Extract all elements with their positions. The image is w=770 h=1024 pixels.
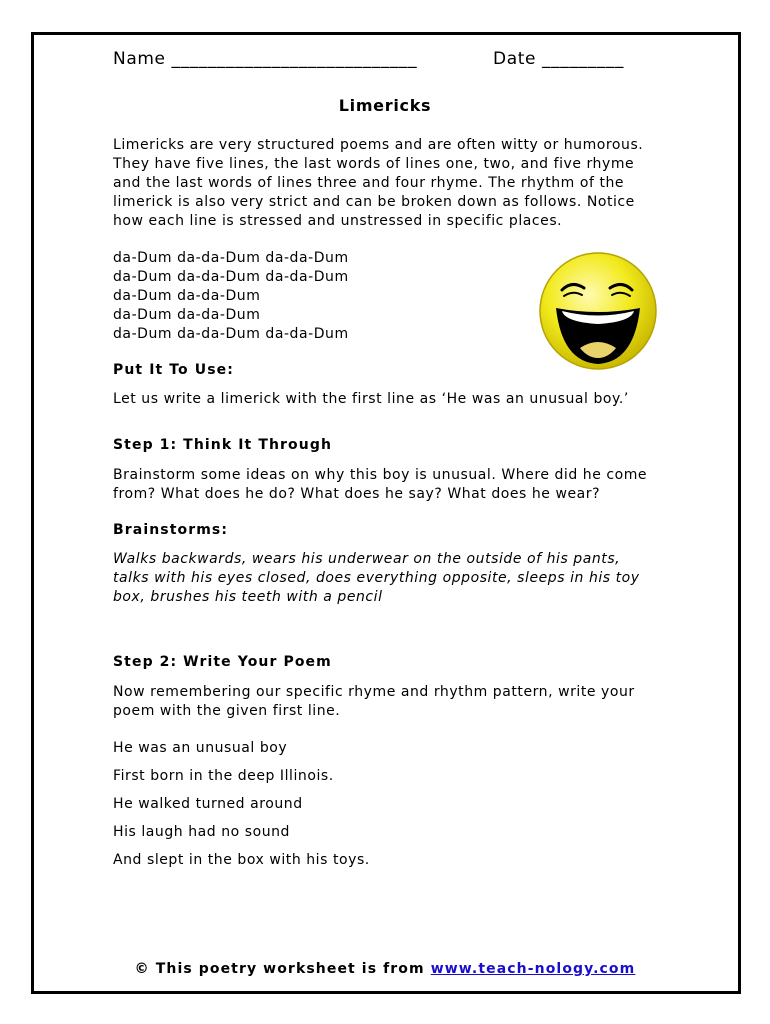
footer-credit: [0, 961, 770, 977]
name-field-label: Name ___________________________: [113, 49, 418, 69]
intro-line: They have five lines, the last words of lines one, two, and five rhyme: [113, 156, 635, 172]
brainstorm-line: box, brushes his teeth with a pencil: [113, 589, 383, 605]
date-field-label: Date _________: [493, 49, 624, 69]
poem-line: First born in the deep Illinois.: [113, 768, 334, 784]
brainstorm-line: Walks backwards, wears his underwear on the outside of his pants,: [113, 551, 621, 567]
rhythm-line: da-Dum da-da-Dum da-da-Dum: [113, 326, 349, 342]
rhythm-line: da-Dum da-da-Dum: [113, 288, 261, 304]
page-title: Limericks: [338, 96, 432, 115]
brainstorm-line: talks with his eyes closed, does everything opposite, sleeps in his toy: [113, 570, 640, 586]
rhythm-line: da-Dum da-da-Dum: [113, 307, 261, 323]
step2-line: poem with the given first line.: [113, 703, 341, 719]
step1-line: Brainstorm some ideas on why this boy is unusual. Where did he come: [113, 467, 648, 483]
poem-line: His laugh had no sound: [113, 824, 290, 840]
step1-line: from? What does he do? What does he say? What does he wear?: [113, 486, 601, 502]
section-heading-brainstorms: Brainstorms:: [113, 522, 229, 538]
rhythm-line: da-Dum da-da-Dum da-da-Dum: [113, 250, 349, 266]
footer-text: © This poetry worksheet is from: [134, 961, 431, 977]
intro-line: Limericks are very structured poems and are often witty or humorous.: [113, 137, 644, 153]
step2-line: Now remembering our specific rhyme and rhythm pattern, write your: [113, 684, 635, 700]
laughing-smiley-icon: [536, 250, 660, 372]
poem-line: And slept in the box with his toys.: [113, 852, 370, 868]
footer-link[interactable]: www.teach-nology.com: [430, 961, 636, 977]
intro-line: limerick is also very strict and can be broken down as follows. Notice: [113, 194, 635, 210]
intro-line: and the last words of lines three and four rhyme. The rhythm of the: [113, 175, 625, 191]
put-it-to-use-text: Let us write a limerick with the first line as ‘He was an unusual boy.’: [113, 391, 629, 407]
rhythm-line: da-Dum da-da-Dum da-da-Dum: [113, 269, 349, 285]
poem-line: He walked turned around: [113, 796, 303, 812]
intro-line: how each line is stressed and unstressed in specific places.: [113, 213, 563, 229]
section-heading-put-it-to-use: Put It To Use:: [113, 362, 234, 378]
section-heading-step-1: Step 1: Think It Through: [113, 437, 333, 453]
section-heading-step-2: Step 2: Write Your Poem: [113, 654, 332, 670]
poem-line: He was an unusual boy: [113, 740, 288, 756]
